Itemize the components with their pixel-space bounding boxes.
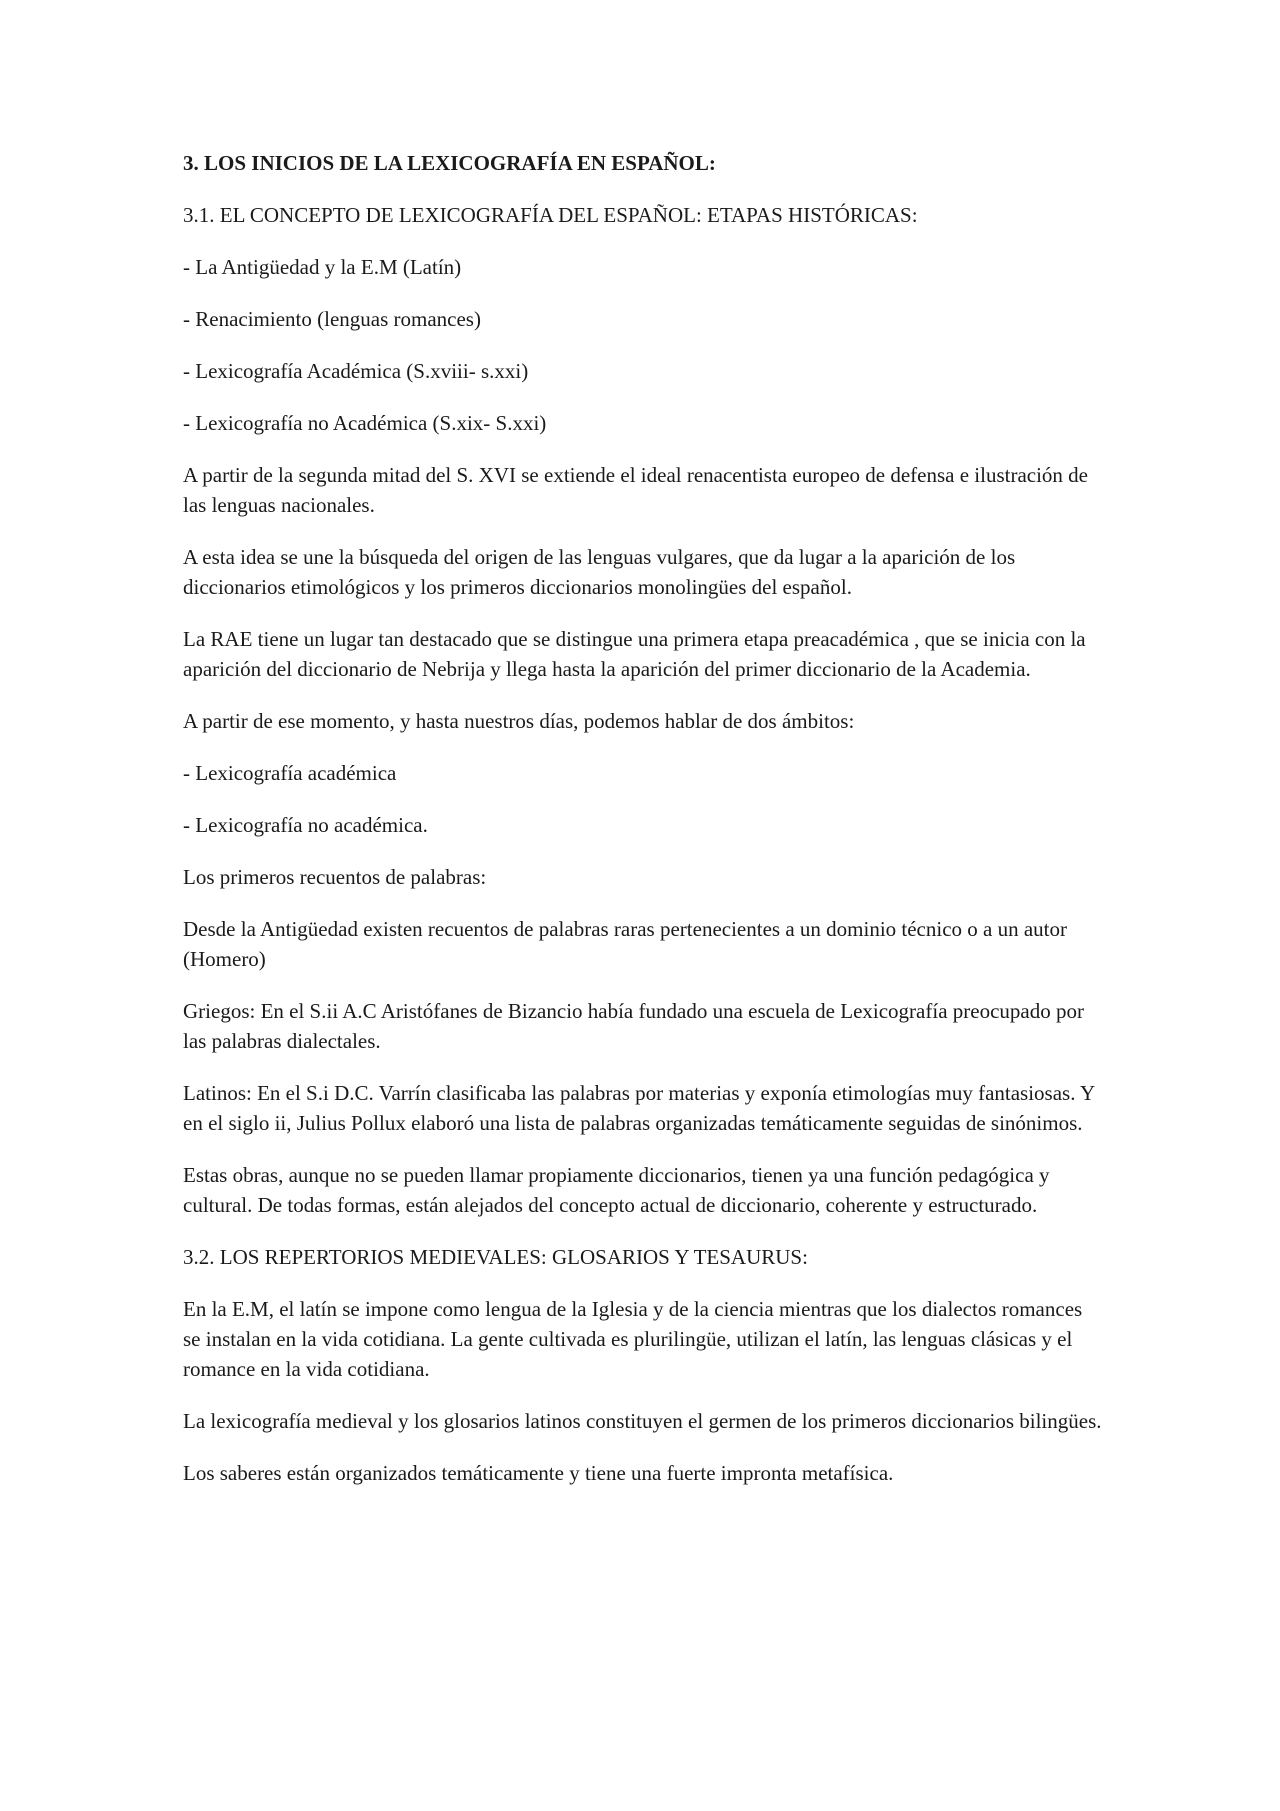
paragraph: A esta idea se une la búsqueda del origen de las lenguas vulgares, que da lugar a la aparición de los diccionarios etimológicos y los primeros diccionarios monolingües del español.	[183, 545, 1016, 599]
paragraph: A partir de ese momento, y hasta nuestros días, podemos hablar de dos ámbitos:	[183, 709, 855, 733]
section-1-title: 3.1. EL CONCEPTO DE LEXICOGRAFÍA DEL ESPAÑOL: ETAPAS HISTÓRICAS:	[183, 203, 918, 227]
section-2-title: 3.2. LOS REPERTORIOS MEDIEVALES: GLOSARIOS Y TESAURUS:	[183, 1245, 808, 1269]
paragraph: Desde la Antigüedad existen recuentos de palabras raras pertenecientes a un dominio técnico o a un autor (Homero)	[183, 917, 1067, 971]
paragraph: Estas obras, aunque no se pueden llamar propiamente diccionarios, tienen ya una función pedagógica y cultural. De todas formas, están alejados del concepto actual de diccionario, coherente y estructurado.	[183, 1163, 1050, 1217]
paragraph: Griegos: En el S.ii A.C Aristófanes de Bizancio había fundado una escuela de Lexicografía preocupado por las palabras dialectales.	[183, 999, 1084, 1053]
area-item: - Lexicografía académica	[183, 761, 397, 785]
paragraph: En la E.M, el latín se impone como lengua de la Iglesia y de la ciencia mientras que los dialectos romances se instalan en la vida cotidiana. La gente cultivada es plurilingüe, utilizan el latín, las lenguas clásicas y el romance en la vida cotidiana.	[183, 1297, 1083, 1381]
stage-item: - Lexicografía Académica (S.xviii- s.xxi)	[183, 359, 529, 383]
stage-item: - Renacimiento (lenguas romances)	[183, 307, 481, 331]
paragraph: La lexicografía medieval y los glosarios latinos constituyen el germen de los primeros diccionarios bilingües.	[183, 1409, 1102, 1433]
paragraph: Latinos: En el S.i D.C. Varrín clasificaba las palabras por materias y exponía etimologías muy fantasiosas. Y en el siglo ii, Julius Pollux elaboró una lista de palabras organizadas temáticamente seguidas de sinónimos.	[183, 1081, 1095, 1135]
document-heading: 3. LOS INICIOS DE LA LEXICOGRAFÍA EN ESPAÑOL:	[183, 151, 716, 175]
paragraph: La RAE tiene un lugar tan destacado que se distingue una primera etapa preacadémica , que se inicia con la aparición del diccionario de Nebrija y llega hasta la aparición del primer diccionario de la Academia.	[183, 627, 1086, 681]
stage-item: - Lexicografía no Académica (S.xix- S.xxi)	[183, 411, 547, 435]
paragraph: Los primeros recuentos de palabras:	[183, 865, 487, 889]
document-page	[183, 148, 1103, 1510]
paragraph: A partir de la segunda mitad del S. XVI se extiende el ideal renacentista europeo de defensa e ilustración de las lenguas nacionales.	[183, 463, 1088, 517]
area-item: - Lexicografía no académica.	[183, 813, 428, 837]
stage-item: - La Antigüedad y la E.M (Latín)	[183, 255, 462, 279]
paragraph: Los saberes están organizados temáticamente y tiene una fuerte impronta metafísica.	[183, 1461, 894, 1485]
